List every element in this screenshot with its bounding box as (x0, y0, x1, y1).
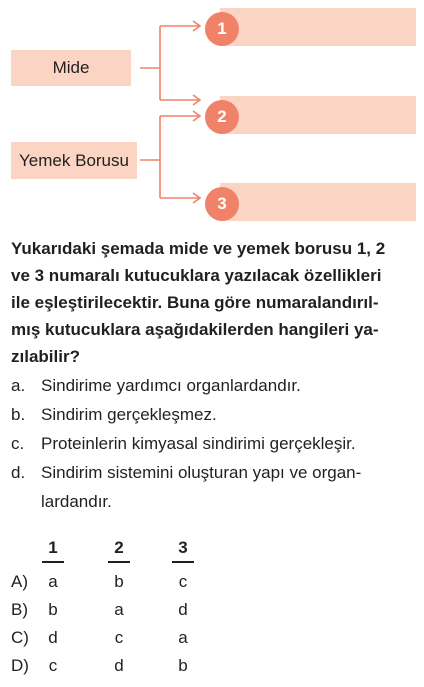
box-yemek-borusu-label: Yemek Borusu (19, 150, 129, 170)
column-header-1: 1 (38, 538, 68, 563)
choice-cell: c (114, 628, 124, 647)
choice-a[interactable] (11, 572, 211, 600)
choice-cell: c (48, 656, 58, 675)
choice-cell: b (114, 572, 124, 591)
column-header-3: 3 (168, 538, 198, 563)
number-badge-2: 2 (205, 100, 239, 134)
statement-letter: d. (11, 463, 26, 482)
choice-letter: B) (11, 600, 28, 619)
statement-letter: b. (11, 405, 26, 424)
answer-box-2 (220, 96, 416, 134)
number-badge-3: 3 (205, 187, 239, 221)
choice-cell: a (114, 600, 124, 619)
statement-text: Sindirime yardımcı organlardandır. (41, 376, 301, 395)
statement-list (11, 371, 421, 516)
question-line: ve 3 numaralı kutucuklara yazılacak özellikleri (11, 266, 382, 285)
choice-c[interactable] (11, 628, 211, 656)
statement-letter: a. (11, 376, 26, 395)
number-badge-1: 1 (205, 12, 239, 46)
statement-text: lardandır. (41, 492, 112, 511)
choice-cell: c (178, 572, 188, 591)
choice-cell: d (48, 628, 58, 647)
statement-a (11, 371, 421, 400)
question-line: mış kutucuklara aşağıdakilerden hangileri ya- (11, 320, 379, 339)
choice-cell: a (48, 572, 58, 591)
choice-letter: C) (11, 628, 29, 647)
choice-b[interactable] (11, 600, 211, 628)
column-header-2: 2 (104, 538, 134, 563)
answer-box-1 (220, 8, 416, 46)
question-line: zılabilir? (11, 347, 80, 366)
box-mide (11, 50, 131, 86)
question-line: Yukarıdaki şemada mide ve yemek borusu 1, 2 (11, 239, 386, 258)
statement-text: Sindirim sistemini oluşturan yapı ve organ- (41, 463, 362, 482)
choice-letter: D) (11, 656, 29, 675)
question-line: ile eşleştirilecektir. Buna göre numaralandırıl- (11, 293, 379, 312)
statement-text: Proteinlerin kimyasal sindirimi gerçekleşir. (41, 434, 356, 453)
statement-d (11, 458, 421, 516)
question-text (11, 235, 421, 370)
box-yemek-borusu (11, 142, 137, 179)
choice-cell: a (178, 628, 188, 647)
choice-cell: b (178, 656, 188, 675)
choice-d[interactable] (11, 656, 211, 684)
statement-letter: c. (11, 434, 25, 453)
choice-cell: d (114, 656, 124, 675)
choice-cell: d (178, 600, 188, 619)
choice-cell: b (48, 600, 58, 619)
answer-box-3 (220, 183, 416, 221)
statement-text: Sindirim gerçekleşmez. (41, 405, 217, 424)
statement-c (11, 429, 421, 458)
statement-b (11, 400, 421, 429)
choice-letter: A) (11, 572, 28, 591)
box-mide-label: Mide (52, 58, 90, 77)
